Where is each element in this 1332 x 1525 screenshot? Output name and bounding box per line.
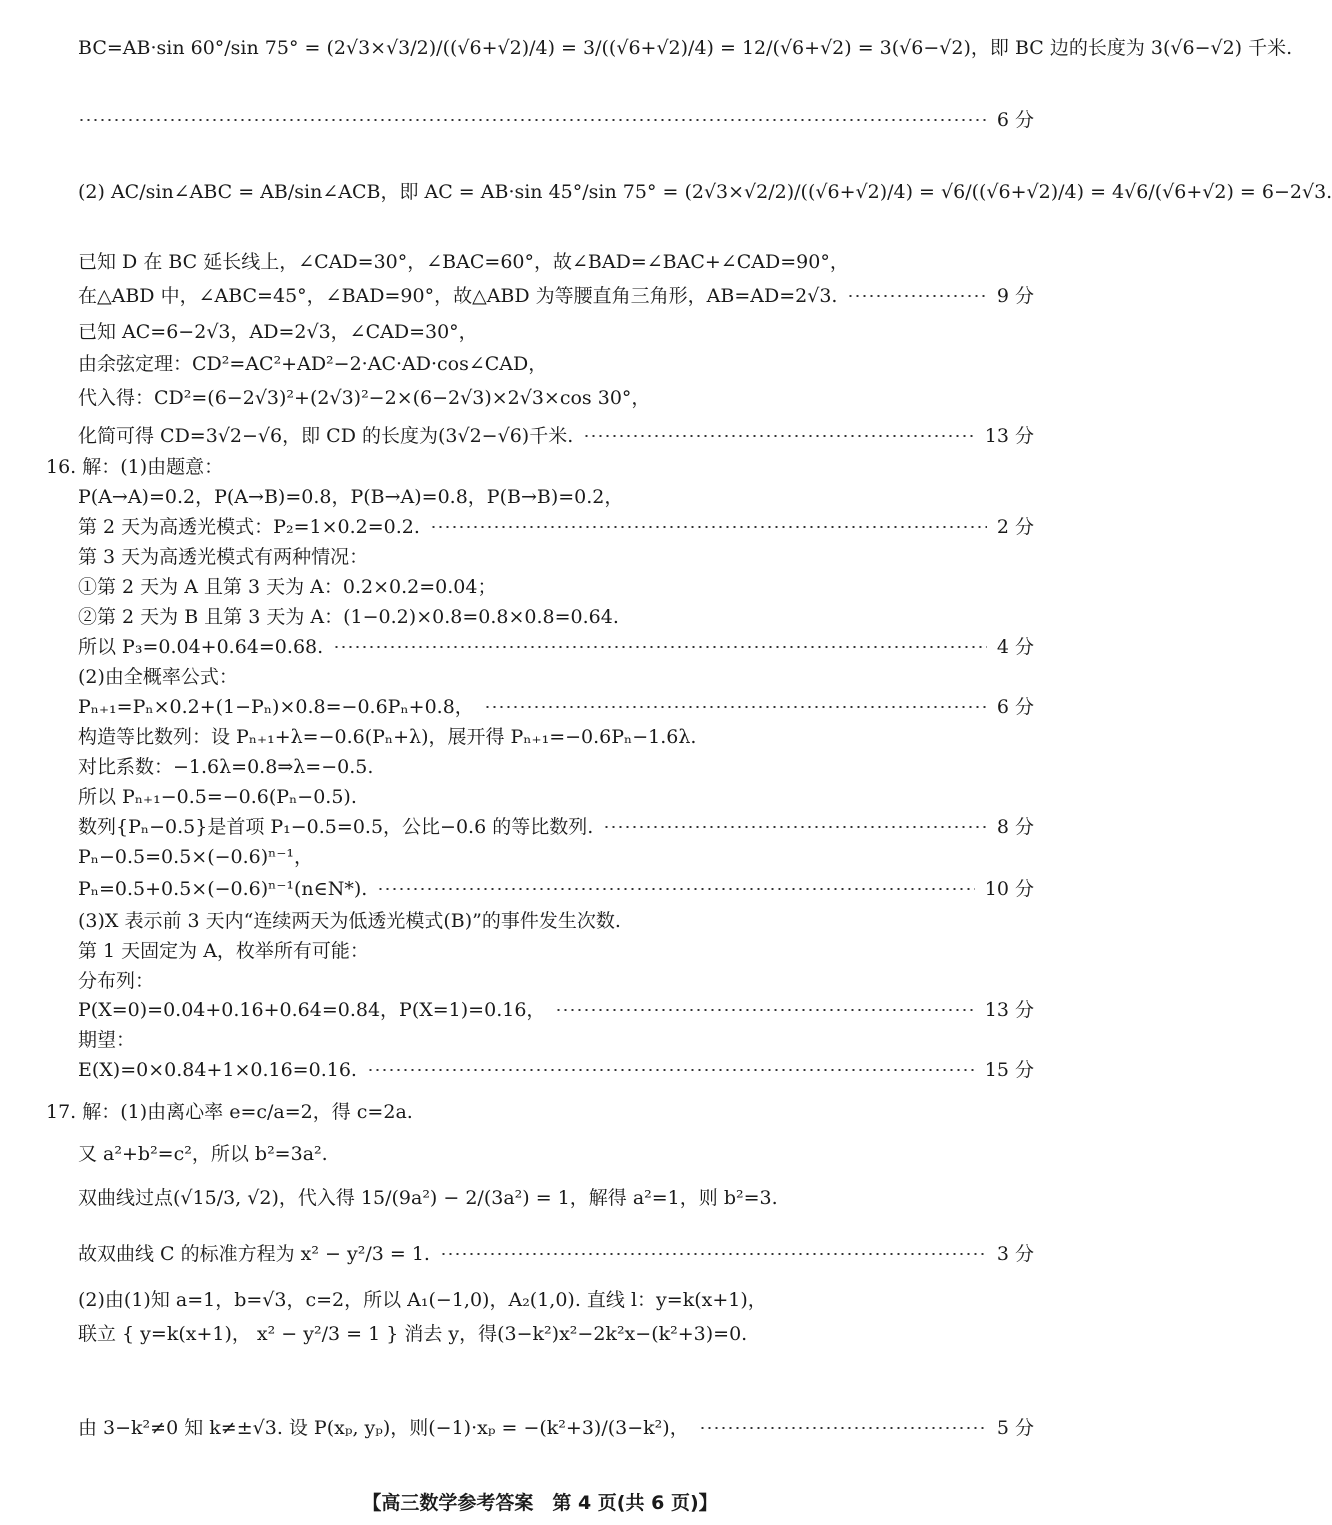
solution-line xyxy=(78,1055,1034,1085)
solution-line xyxy=(78,281,1034,311)
solution-line xyxy=(78,722,1034,752)
solution-line xyxy=(78,782,1034,812)
leader-dots xyxy=(78,119,987,121)
line-text: 第 3 天为高透光模式有两种情况： xyxy=(78,546,369,568)
leader-dots xyxy=(847,295,986,297)
solution-line xyxy=(78,936,1034,966)
solution-line xyxy=(46,1097,1034,1127)
solution-line xyxy=(78,1025,1034,1055)
solution-line xyxy=(78,1139,1034,1169)
line-text: (2)由(1)知 a=1，b=√3，c=2，所以 A₁(−1,0)，A₂(1,0). 直线 l：y=k(x+1)， xyxy=(78,1289,767,1311)
line-text: ②第 2 天为 B 且第 3 天为 A：(1−0.2)×0.8=0.8×0.8=0.64. xyxy=(78,606,619,628)
line-text: ①第 2 天为 A 且第 3 天为 A：0.2×0.2=0.04； xyxy=(78,576,497,598)
leader-dots xyxy=(555,1009,974,1011)
score-label: 8 分 xyxy=(996,816,1034,838)
solution-line xyxy=(78,1183,1034,1213)
line-text: 联立 { y=k(x+1)， x² − y²/3 = 1 } 消去 y，得(3−k²)x²−2k²x−(k²+3)=0. xyxy=(78,1323,748,1345)
solution-line xyxy=(78,842,1034,872)
leader-dots xyxy=(484,706,987,708)
solution-line xyxy=(78,542,1034,572)
line-text: 数列{Pₙ−0.5}是首项 P₁−0.5=0.5，公比−0.6 的等比数列. xyxy=(78,816,594,838)
solution-line xyxy=(78,995,1034,1025)
line-text: 双曲线过点(√15/3, √2)，代入得 15/(9a²) − 2/(3a²) = 1，解得 a²=1，则 b²=3. xyxy=(78,1187,778,1209)
solution-line xyxy=(78,752,1034,782)
solution-line xyxy=(78,383,1034,413)
solution-line xyxy=(78,1285,1034,1315)
line-text: 17. 解：(1)由离心率 e=c/a=2，得 c=2a. xyxy=(46,1101,413,1123)
leader-dots xyxy=(377,888,974,890)
line-text: (2)由全概率公式： xyxy=(78,666,238,688)
score-label: 10 分 xyxy=(984,878,1034,900)
solution-line xyxy=(78,692,1034,722)
leader-dots xyxy=(440,1253,987,1255)
solution-line xyxy=(78,247,1034,277)
line-text: 第 2 天为高透光模式：P₂=1×0.2=0.2. xyxy=(78,516,420,538)
line-text: 构造等比数列：设 Pₙ₊₁+λ=−0.6(Pₙ+λ)，展开得 Pₙ₊₁=−0.6Pₙ−1.6λ. xyxy=(78,726,697,748)
line-text: 期望： xyxy=(78,1029,136,1051)
line-text: 在△ABD 中，∠ABC=45°，∠BAD=90°，故△ABD 为等腰直角三角形，AB=AD=2√3. xyxy=(78,285,838,307)
line-text: BC=AB·sin 60°/sin 75° = (2√3×√3/2)/((√6+√2)/4) = 3/((√6+√2)/4) = 12/(√6+√2) = 3(√6−√2)，即 BC 边的长度为 3(√6−√2) 千米. xyxy=(78,37,1293,59)
line-text: 第 1 天固定为 A，枚举所有可能： xyxy=(78,940,369,962)
line-text: P(X=0)=0.04+0.16+0.64=0.84，P(X=1)=0.16， xyxy=(78,999,546,1021)
line-text: 由余弦定理：CD²=AC²+AD²−2·AC·AD·cos∠CAD， xyxy=(78,353,548,375)
solution-line xyxy=(78,1319,1034,1349)
score-label: 3 分 xyxy=(996,1243,1034,1265)
leader-dots xyxy=(430,526,987,528)
line-text: 已知 D 在 BC 延长线上，∠CAD=30°，∠BAC=60°，故∠BAD=∠BAC+∠CAD=90°， xyxy=(78,251,849,273)
solution-line xyxy=(78,33,1293,63)
line-text: Pₙ−0.5=0.5×(−0.6)ⁿ⁻¹， xyxy=(78,846,314,868)
solution-line xyxy=(78,966,1034,996)
solution-line xyxy=(78,602,1034,632)
line-text: 对比系数：−1.6λ=0.8⇒λ=−0.5. xyxy=(78,756,374,778)
line-text: Pₙ₊₁=Pₙ×0.2+(1−Pₙ)×0.8=−0.6Pₙ+0.8， xyxy=(78,696,474,718)
line-text: 已知 AC=6−2√3，AD=2√3，∠CAD=30°， xyxy=(78,321,478,343)
line-text: 化简可得 CD=3√2−√6，即 CD 的长度为(3√2−√6)千米. xyxy=(78,425,574,447)
score-label: 6 分 xyxy=(996,696,1034,718)
score-label: 15 分 xyxy=(984,1059,1034,1081)
line-text: 又 a²+b²=c²，所以 b²=3a². xyxy=(78,1143,328,1165)
solution-line xyxy=(78,1413,1034,1443)
line-text: (2) AC/sin∠ABC = AB/sin∠ACB，即 AC = AB·sin 45°/sin 75° = (2√3×√2/2)/((√6+√2)/4) = √6/((√6+√2)/4) = 4√6/(√6+√2) = 6−2√3. xyxy=(78,181,1332,203)
score-label: 5 分 xyxy=(996,1417,1034,1439)
line-text: P(A→A)=0.2，P(A→B)=0.8，P(B→A)=0.8，P(B→B)=0.2， xyxy=(78,486,624,508)
leader-dots xyxy=(367,1069,975,1071)
solution-line xyxy=(78,317,1034,347)
solution-line xyxy=(78,482,1034,512)
score-label: 9 分 xyxy=(996,285,1034,307)
solution-line xyxy=(78,105,1034,135)
solution-line xyxy=(78,177,1332,207)
leader-dots xyxy=(583,435,975,437)
score-label: 4 分 xyxy=(996,636,1034,658)
solution-line xyxy=(78,421,1034,451)
score-label: 6 分 xyxy=(996,109,1034,131)
line-text: (3)X 表示前 3 天内“连续两天为低透光模式(B)”的事件发生次数. xyxy=(78,910,621,932)
solution-line xyxy=(78,632,1034,662)
solution-line xyxy=(78,1239,1034,1269)
solution-line xyxy=(78,906,1034,936)
solution-line xyxy=(78,512,1034,542)
page-footer: 【高三数学参考答案 第 4 页(共 6 页)】 xyxy=(362,1492,718,1514)
solution-line xyxy=(78,349,1034,379)
score-label: 13 分 xyxy=(984,425,1034,447)
solution-line xyxy=(78,572,1034,602)
solution-line xyxy=(78,662,1034,692)
score-label: 2 分 xyxy=(996,516,1034,538)
leader-dots xyxy=(603,826,987,828)
score-label: 13 分 xyxy=(984,999,1034,1021)
line-text: 由 3−k²≠0 知 k≠±√3. 设 P(xₚ, yₚ)，则(−1)·xₚ = −(k²+3)/(3−k²)， xyxy=(78,1417,689,1439)
solution-line xyxy=(78,812,1034,842)
solution-line xyxy=(46,452,1034,482)
line-text: 代入得：CD²=(6−2√3)²+(2√3)²−2×(6−2√3)×2√3×cos 30°， xyxy=(78,387,651,409)
line-text: 所以 Pₙ₊₁−0.5=−0.6(Pₙ−0.5). xyxy=(78,786,357,808)
line-text: 所以 P₃=0.04+0.64=0.68. xyxy=(78,636,324,658)
line-text: 故双曲线 C 的标准方程为 x² − y²/3 = 1. xyxy=(78,1243,430,1265)
line-text: Pₙ=0.5+0.5×(−0.6)ⁿ⁻¹(n∈N*). xyxy=(78,878,368,900)
line-text: 16. 解：(1)由题意： xyxy=(46,456,224,478)
leader-dots xyxy=(333,646,987,648)
line-text: 分布列： xyxy=(78,970,155,992)
leader-dots xyxy=(699,1427,987,1429)
solution-line xyxy=(78,874,1034,904)
line-text: E(X)=0×0.84+1×0.16=0.16. xyxy=(78,1059,357,1081)
